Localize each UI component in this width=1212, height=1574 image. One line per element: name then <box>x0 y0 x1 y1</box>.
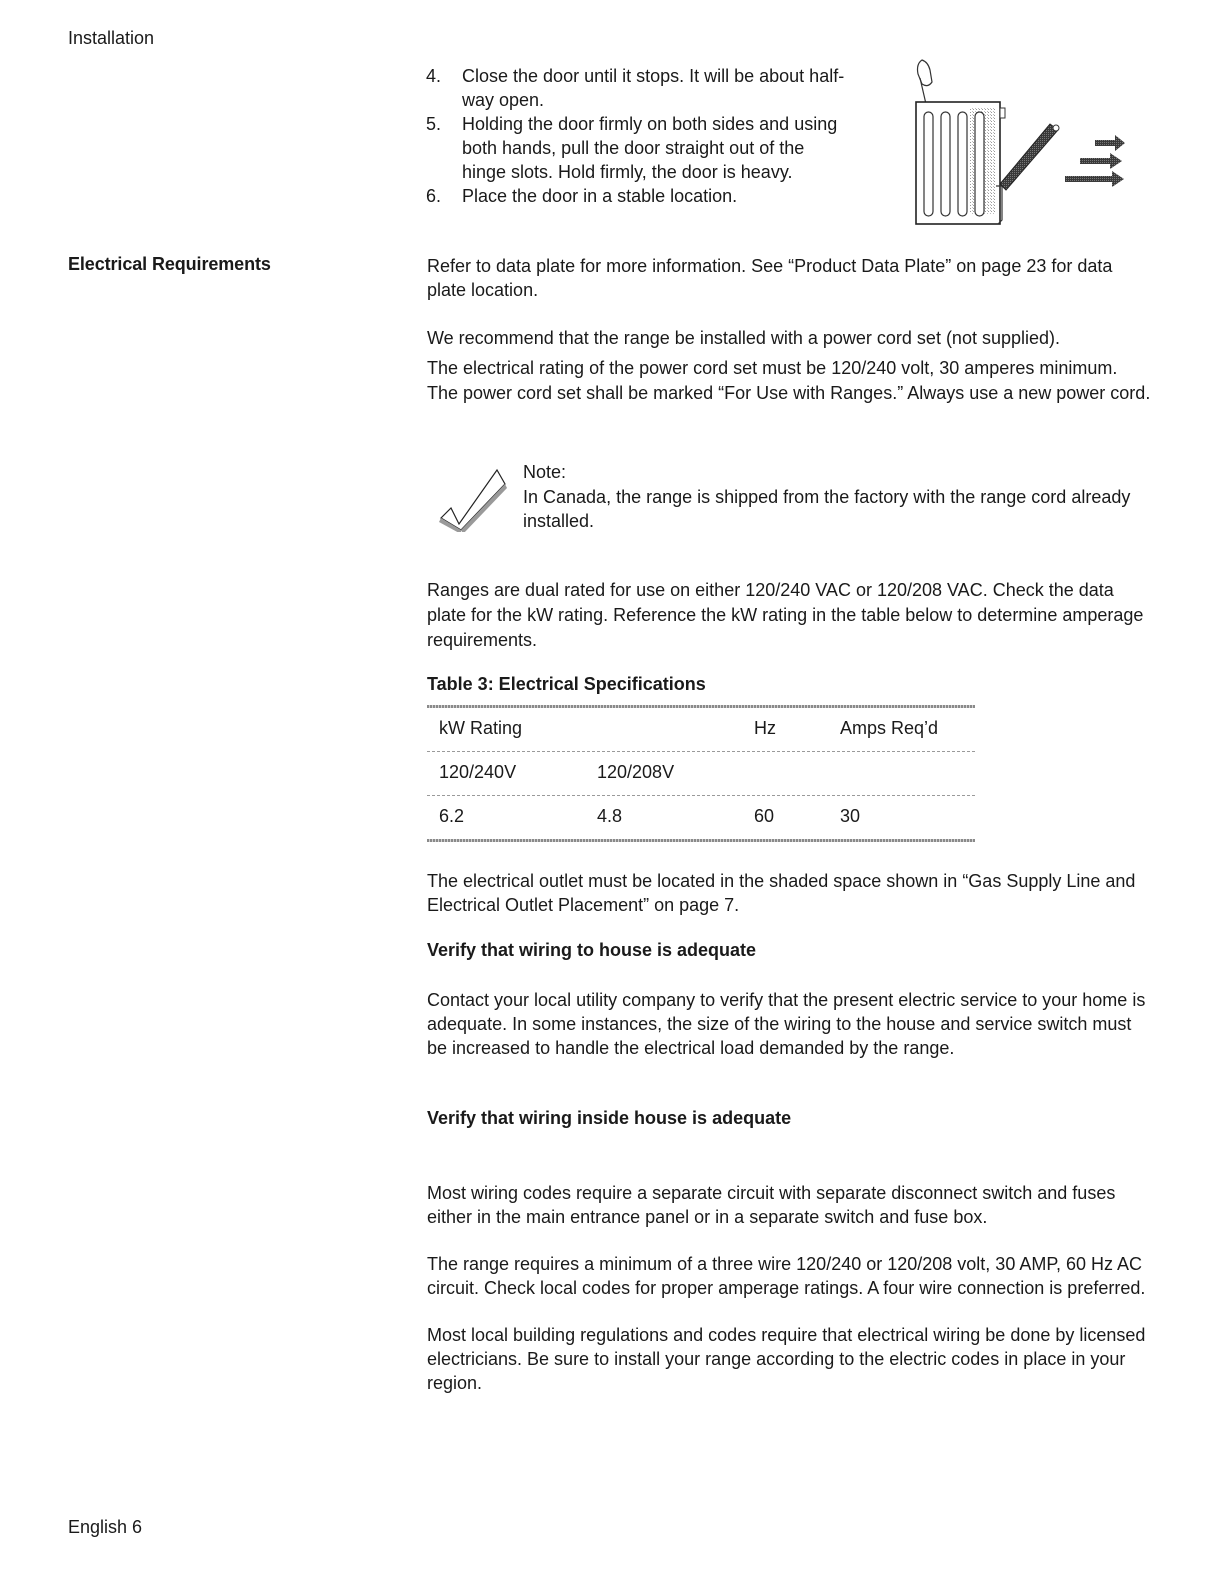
note-box <box>427 460 1152 540</box>
checkmark-icon <box>437 468 513 532</box>
subheader-cell: 120/208V <box>597 762 675 782</box>
circuit-requirement-paragraph: The range requires a minimum of a three wire 120/240 or 120/208 volt, 30 AMP, 60 Hz AC circuit. Check local codes for proper amperage ratings. A four wire connection is preferred. <box>427 1254 1146 1298</box>
table-row <box>427 796 975 839</box>
power-cord-rating-paragraph: The electrical rating of the power cord set must be 120/240 volt, 30 amperes minimum. The power cord set shall be marked “For Use with Ranges.” Always use a new power cord. <box>427 358 1151 403</box>
step-text-line: hinge slots. Hold firmly, the door is heavy. <box>462 162 793 182</box>
step-text-line: Holding the door firmly on both sides and using <box>462 114 838 134</box>
power-cord-recommendation: We recommend that the range be installed with a power cord set (not supplied). <box>427 328 1061 348</box>
data-plate-paragraph: Refer to data plate for more information. See “Product Data Plate” on page 23 for data plate location. <box>427 256 1113 300</box>
step-item <box>426 184 896 208</box>
range-body-icon <box>916 60 1005 224</box>
electrical-specifications-table <box>427 705 975 842</box>
step-number: 4. <box>426 66 442 86</box>
table-cell: 4.8 <box>597 806 623 826</box>
header-cell: kW Rating <box>439 718 523 738</box>
page-footer: English 6 <box>68 1517 143 1537</box>
step-text-line: way open. <box>462 90 545 110</box>
arrows-right-icon <box>1065 135 1125 187</box>
table-subheader-row <box>427 752 975 795</box>
header-cell: Amps Req’d <box>840 718 939 738</box>
step-item <box>426 112 896 184</box>
step-number: 6. <box>426 186 442 206</box>
outlet-location-paragraph: The electrical outlet must be located in the shaded space shown in “Gas Supply Line and Electrical Outlet Placement” on page 7. <box>427 871 1136 915</box>
step-item <box>426 64 896 112</box>
licensed-electrician-paragraph: Most local building regulations and codes require that electrical wiring be done by licensed electricians. Be sure to install your range according to the electric codes in place in your region. <box>427 1325 1146 1393</box>
step-text-line: Place the door in a stable location. <box>462 186 738 206</box>
oven-door-removal-illustration <box>910 58 1150 234</box>
separate-circuit-paragraph: Most wiring codes require a separate circuit with separate disconnect switch and fuses either in the main entrance panel or in a separate switch and fuse box. <box>427 1183 1116 1227</box>
table-header-row <box>427 708 975 751</box>
door-removal-steps <box>426 64 896 208</box>
note-label: Note: <box>523 462 567 482</box>
note-text: In Canada, the range is shipped from the factory with the range cord already installed. <box>523 487 1131 531</box>
subheader-cell: 120/240V <box>439 762 517 782</box>
table-cell: 60 <box>754 806 775 826</box>
utility-company-paragraph: Contact your local utility company to verify that the present electric service to your home is adequate. In some instances, the size of the wiring to the house and service switch must be increased to handle the electrical load demanded by the range. <box>427 990 1146 1058</box>
running-header: Installation <box>68 28 155 48</box>
table-bottom-rule <box>427 839 975 842</box>
step-text-line: Close the door until it stops. It will be about half- <box>462 66 845 86</box>
table-title: Table 3: Electrical Specifications <box>427 674 706 694</box>
step-number: 5. <box>426 114 442 134</box>
table-cell: 6.2 <box>439 806 465 826</box>
subheading-wiring-inside-house: Verify that wiring inside house is adequate <box>427 1108 792 1128</box>
table-cell: 30 <box>840 806 861 826</box>
oven-door-icon <box>1000 124 1059 190</box>
step-text-line: both hands, pull the door straight out of the <box>462 138 805 158</box>
dual-rating-paragraph: Ranges are dual rated for use on either 120/240 VAC or 120/208 VAC. Check the data plate for the kW rating. Reference the kW rating in the table below to determine amperage requirements. <box>427 580 1144 650</box>
header-cell: Hz <box>754 718 776 738</box>
section-heading: Electrical Requirements <box>68 254 271 274</box>
subheading-wiring-to-house: Verify that wiring to house is adequate <box>427 940 757 960</box>
